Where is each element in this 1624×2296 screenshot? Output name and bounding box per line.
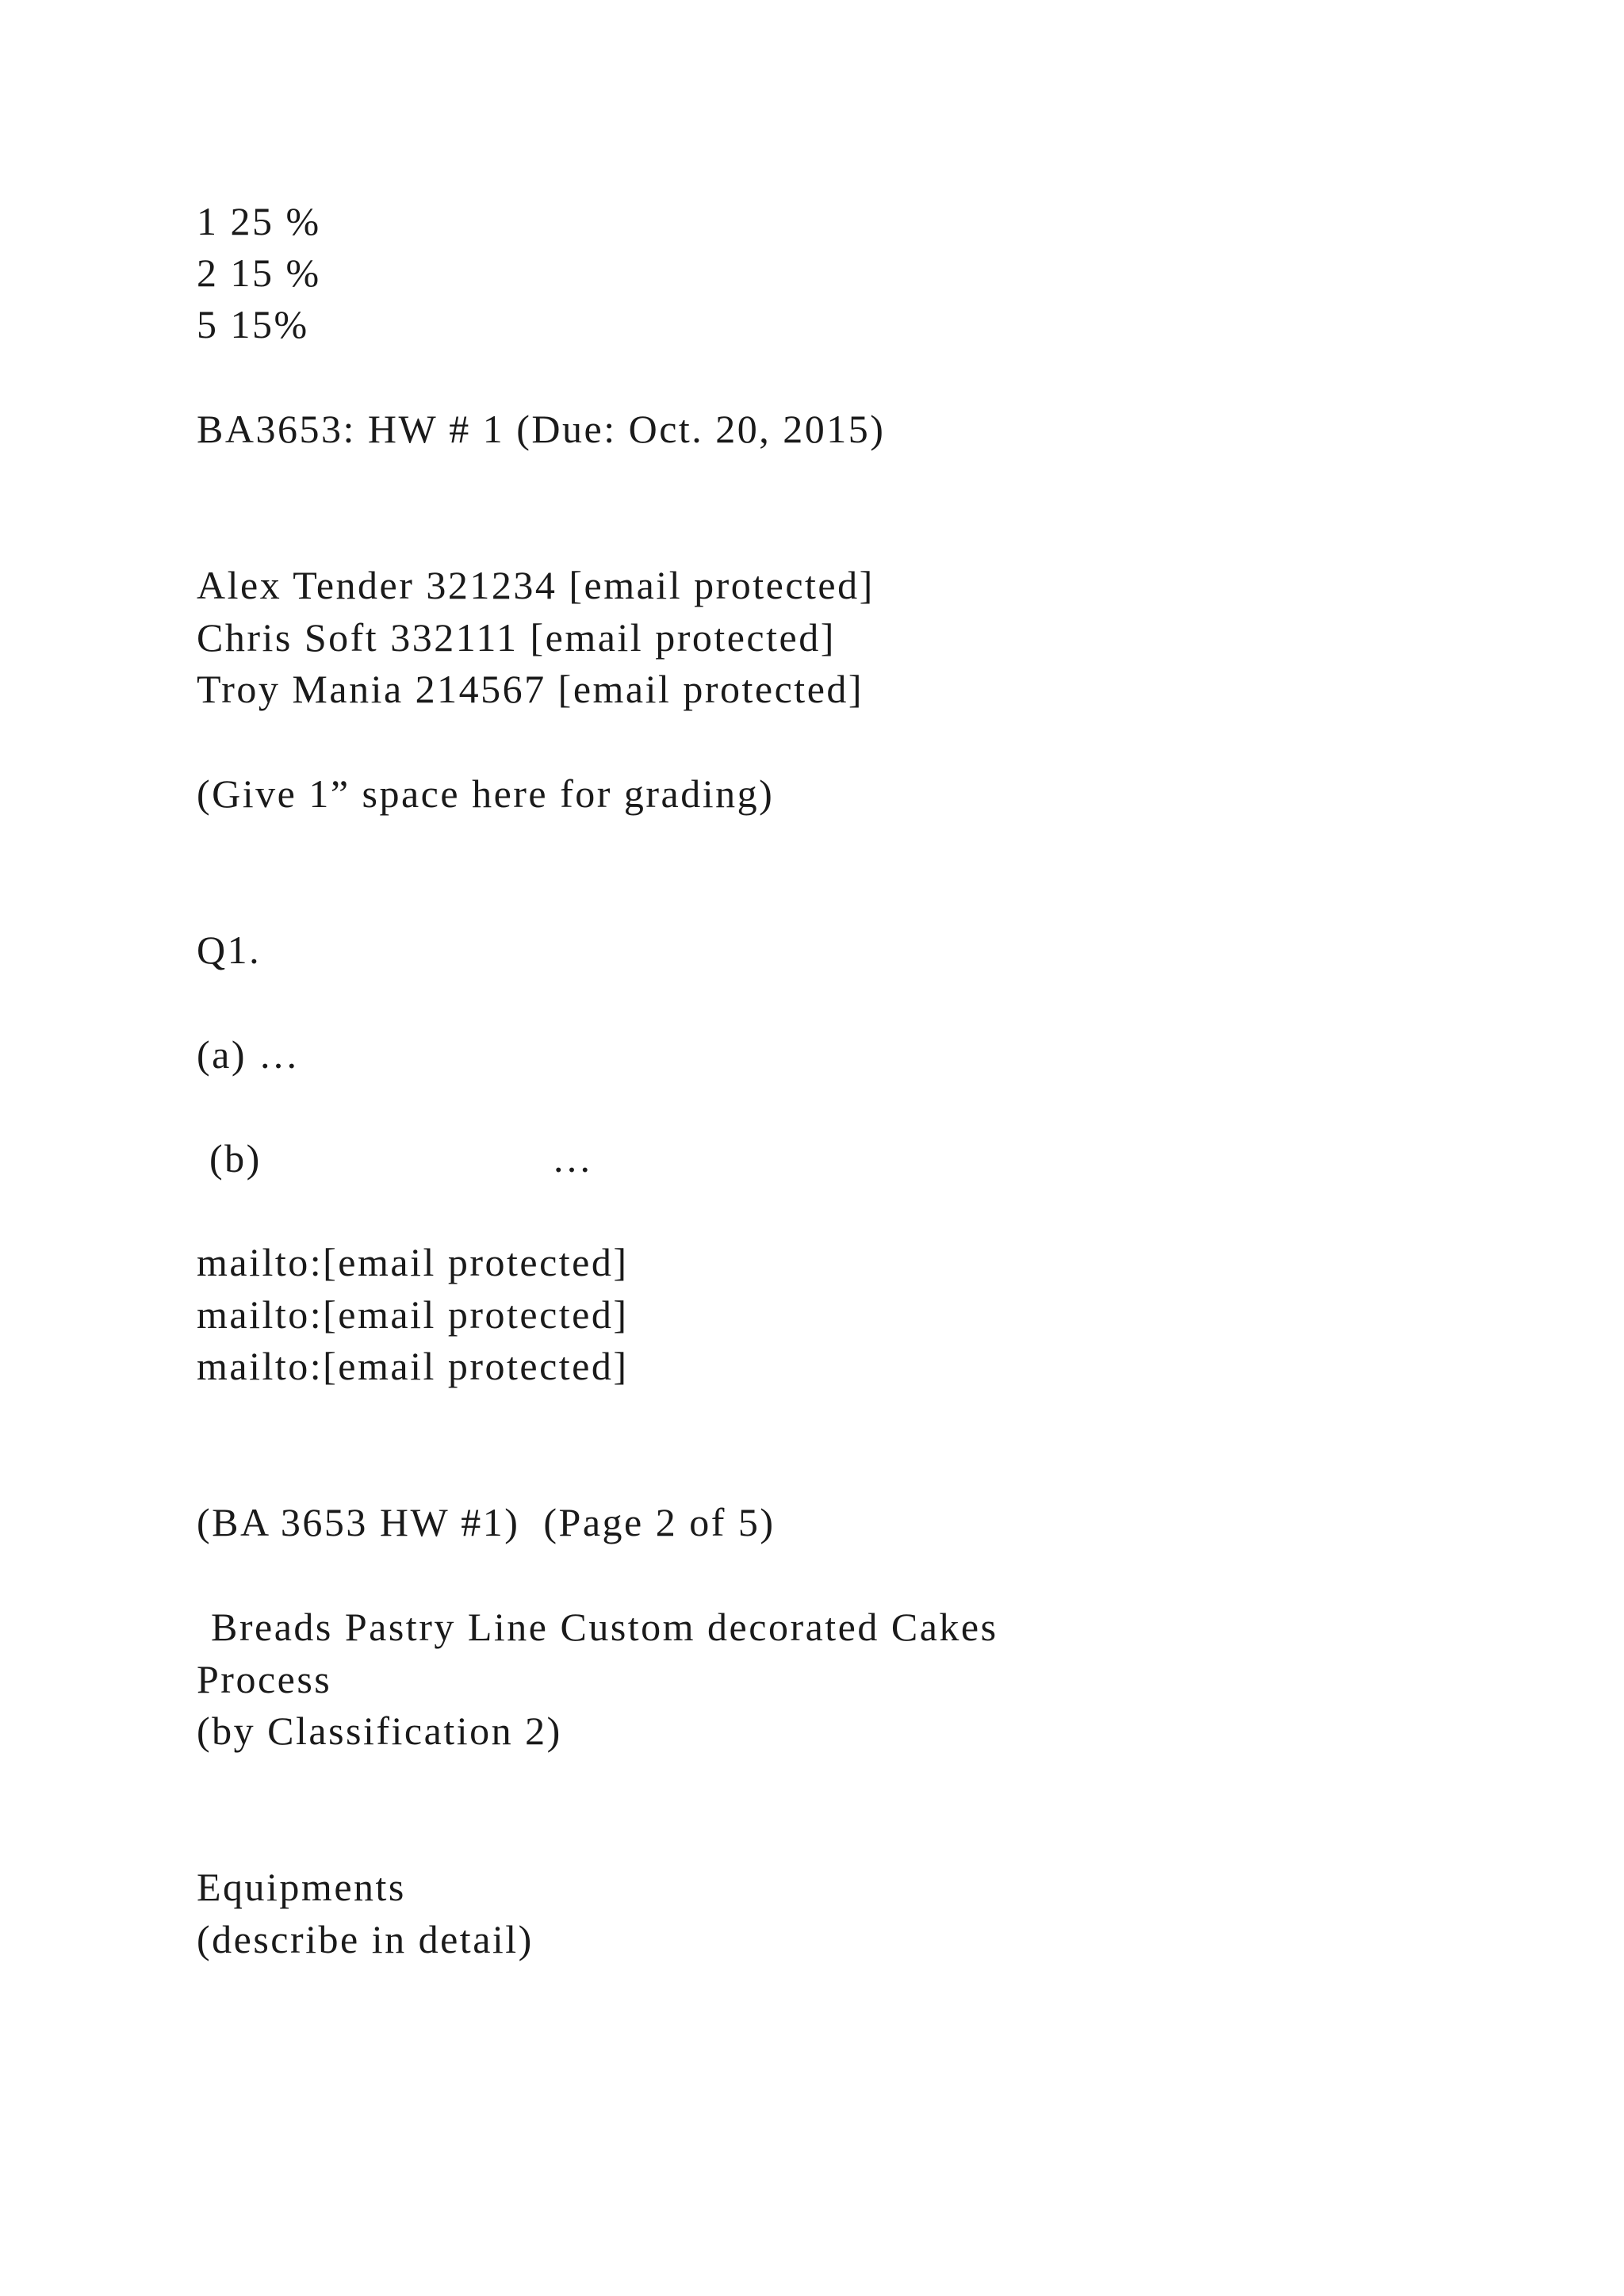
part-b-label: (b) <box>209 1136 262 1181</box>
describe-label: (describe in detail) <box>197 1917 534 1961</box>
question-part-a: (a) … <box>197 1032 301 1077</box>
question-part-b <box>209 1132 594 1184</box>
mailto-link-1[interactable]: mailto:[email protected] <box>197 1240 629 1284</box>
part-b-text: … <box>552 1136 594 1181</box>
homework-heading: BA3653: HW # 1 (Due: Oct. 20, 2015) <box>197 407 886 451</box>
process-label: Process <box>197 1657 332 1701</box>
mailto-link-2[interactable]: mailto:[email protected] <box>197 1292 629 1337</box>
percent-line-1: 1 25 % <box>197 199 321 243</box>
percent-line-2: 2 15 % <box>197 251 321 295</box>
equipments-label: Equipments <box>197 1865 406 1909</box>
table-columns-line: Breads Pastry Line Custom decorated Cakes <box>211 1605 998 1649</box>
mailto-link-3[interactable]: mailto:[email protected] <box>197 1344 629 1388</box>
member-line-1: Alex Tender 321234 [email protected] <box>197 563 875 607</box>
percent-line-3: 5 15% <box>197 302 309 346</box>
page-header: (BA 3653 HW #1) (Page 2 of 5) <box>197 1500 776 1544</box>
grading-note: (Give 1” space here for grading) <box>197 771 775 816</box>
member-line-2: Chris Soft 332111 [email protected] <box>197 615 836 660</box>
classification-label: (by Classification 2) <box>197 1709 562 1753</box>
question-label: Q1. <box>197 928 262 972</box>
member-line-3: Troy Mania 214567 [email protected] <box>197 667 864 711</box>
